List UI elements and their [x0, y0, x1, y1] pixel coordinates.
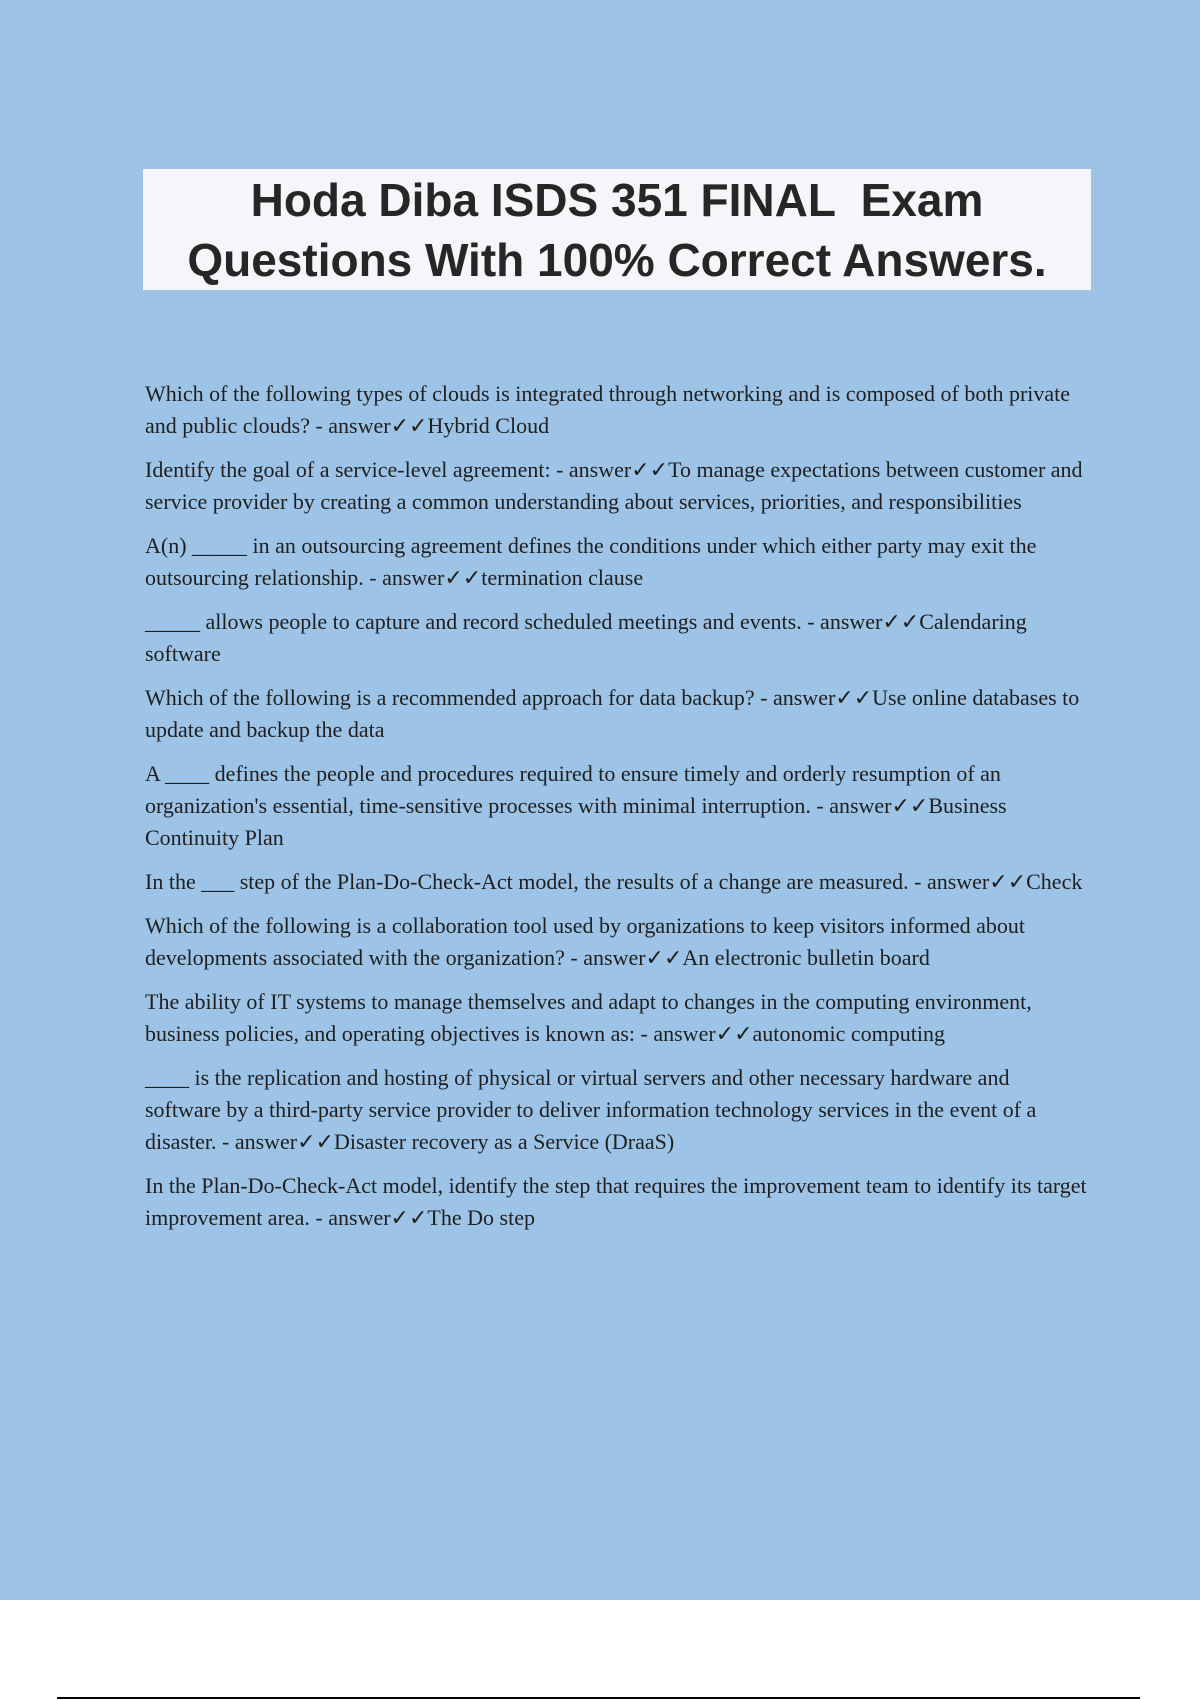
- qa-item: In the Plan-Do-Check-Act model, identify the step that requires the improvement team to identify its target improvement area. - answer✓✓The Do step: [145, 1173, 1087, 1230]
- qa-item: ____ is the replication and hosting of physical or virtual servers and other necessary hardware and software by a third-party service provider to deliver information technology services in the event of a disaster. - answer✓✓Disaster recovery as a Service (DraaS): [145, 1065, 1037, 1154]
- title-box: [143, 169, 1091, 290]
- qa-item: _____ allows people to capture and record scheduled meetings and events. - answer✓✓Calendaring software: [145, 609, 1027, 666]
- qa-item: A(n) _____ in an outsourcing agreement defines the conditions under which either party may exit the outsourcing relationship. - answer✓✓termination clause: [145, 533, 1037, 590]
- qa-item: Which of the following types of clouds is integrated through networking and is composed of both private and public clouds? - answer✓✓Hybrid Cloud: [145, 381, 1071, 438]
- footer-divider: [57, 1697, 1140, 1699]
- qa-item: Which of the following is a recommended approach for data backup? - answer✓✓Use online databases to update and backup the data: [145, 685, 1080, 742]
- qa-item: A ____ defines the people and procedures required to ensure timely and orderly resumption of an organization's essential, time-sensitive processes with minimal interruption. - answer✓✓Business Continuity Plan: [145, 761, 1007, 850]
- qa-item: Which of the following is a collaboration tool used by organizations to keep visitors informed about developments associated with the organization? - answer✓✓An electronic bulletin board: [145, 913, 1026, 970]
- qa-item: Identify the goal of a service-level agreement: - answer✓✓To manage expectations between customer and service provider by creating a common understanding about services, priorities, and responsibilities: [145, 457, 1083, 514]
- qa-list: [145, 378, 1090, 1246]
- title-line-2: Questions With 100% Correct Answers.: [187, 233, 1047, 286]
- title-line-1: Hoda Diba ISDS 351 FINAL Exam: [250, 173, 984, 226]
- qa-item: The ability of IT systems to manage themselves and adapt to changes in the computing environment, business policies, and operating objectives is known as: - answer✓✓autonomic computing: [145, 989, 1032, 1046]
- qa-item: In the ___ step of the Plan-Do-Check-Act model, the results of a change are measured. - answer✓✓Check: [145, 869, 1083, 894]
